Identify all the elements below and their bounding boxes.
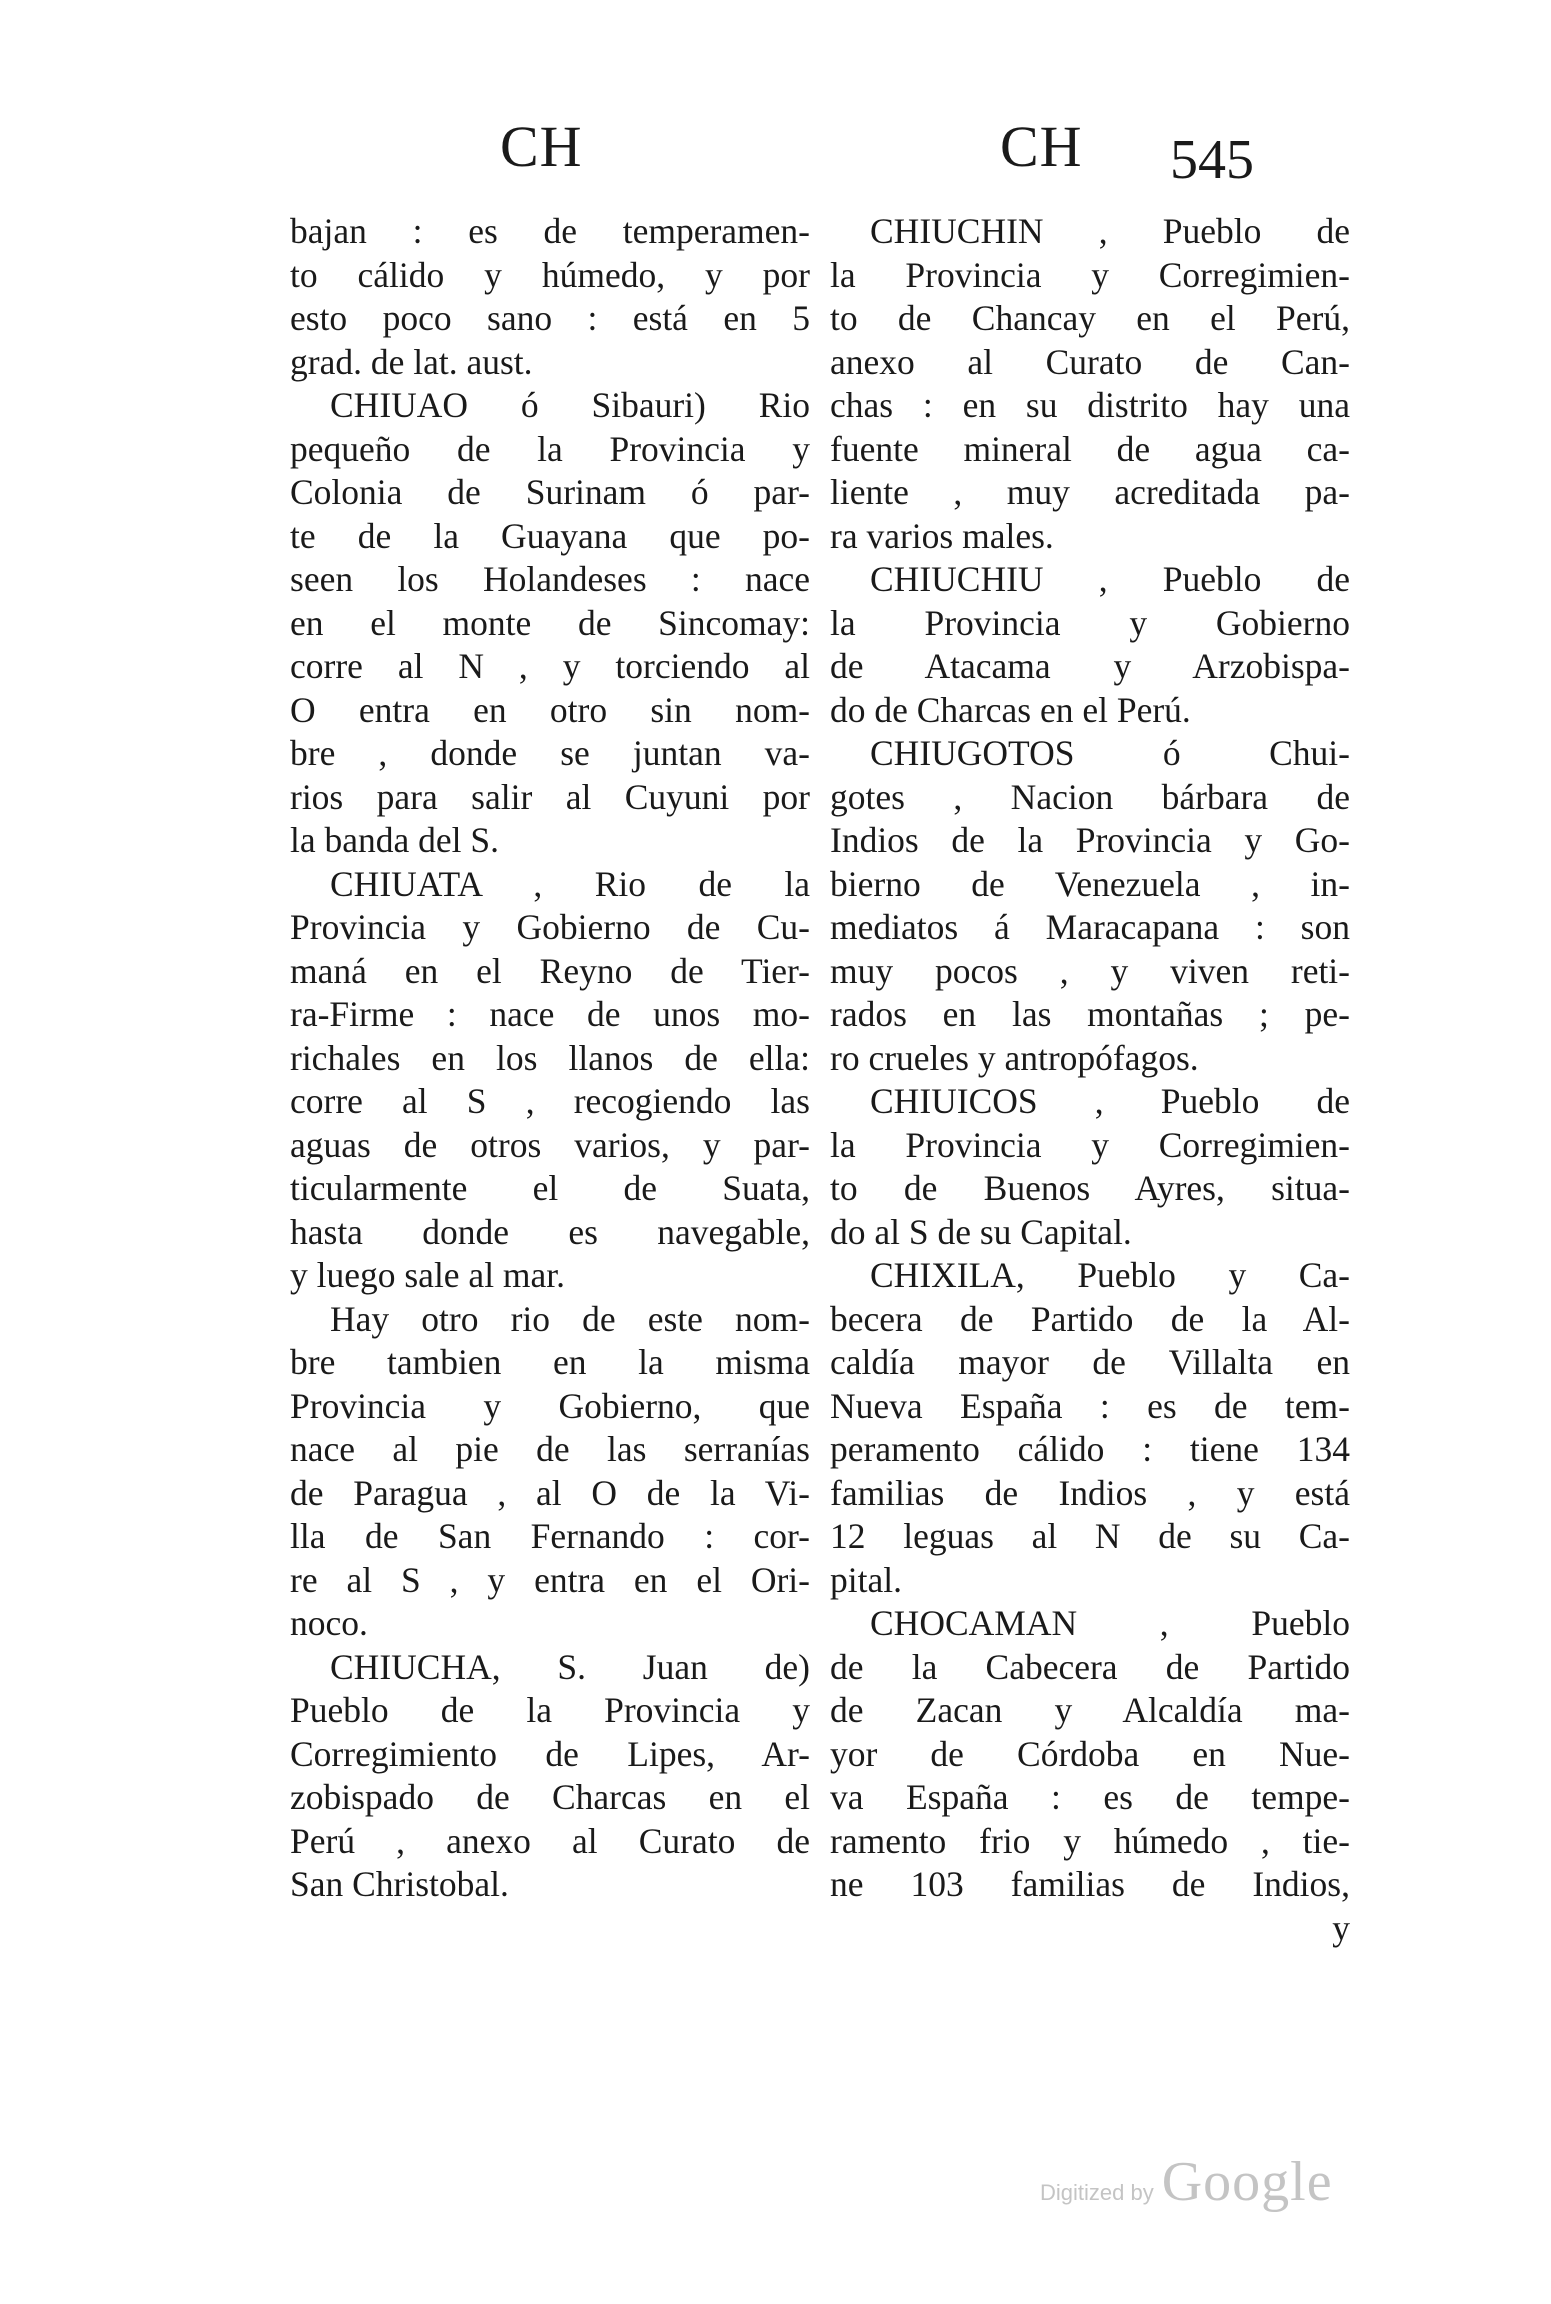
- text-line: muy pocos , y viven reti-: [830, 950, 1350, 991]
- text-line: ne 103 familias de Indios,: [830, 1864, 1350, 1904]
- text-line: anexo al Curato de Can-: [830, 341, 1350, 382]
- text-line: fuente mineral de agua ca-: [830, 428, 1350, 469]
- text-line: la Provincia y Corregimien-: [830, 254, 1350, 295]
- text-line: re al S , y entra en el Ori-: [290, 1559, 810, 1600]
- running-head-right: CH: [1000, 114, 1083, 179]
- text-line: to de Buenos Ayres, situa-: [830, 1168, 1350, 1208]
- text-line: bajan : es de temperamen-: [290, 211, 810, 251]
- text-line: Pueblo de la Provincia y: [290, 1690, 810, 1730]
- text-line: ra varios males.: [830, 515, 1054, 556]
- text-line: de la Cabecera de Partido: [830, 1646, 1350, 1687]
- text-line: la banda del S.: [290, 820, 499, 860]
- text-line: de Zacan y Alcaldía ma-: [830, 1690, 1350, 1730]
- text-line: ramento frio y húmedo , tie-: [830, 1820, 1350, 1861]
- right-column: [830, 210, 1350, 1950]
- text-line: Nueva España : es de tem-: [830, 1385, 1350, 1426]
- watermark-prefix: Digitized by: [1040, 2180, 1154, 2205]
- entry-heading-line: CHIUICOS , Pueblo de: [870, 1081, 1350, 1121]
- google-logo: Google: [1161, 2151, 1333, 2213]
- text-line: de Paragua , al O de la Vi-: [290, 1472, 810, 1513]
- entry-heading-line: CHIUCHA, S. Juan de): [330, 1646, 810, 1687]
- text-line: bre , donde se juntan va-: [290, 733, 810, 773]
- text-line: O entra en otro sin nom-: [290, 689, 810, 730]
- text-line: Provincia y Gobierno, que: [290, 1385, 810, 1426]
- entry-heading-line: CHIUATA , Rio de la: [330, 863, 810, 904]
- entry-heading-line: CHIUCHIU , Pueblo de: [870, 559, 1350, 599]
- text-line: de Atacama y Arzobispa-: [830, 646, 1350, 686]
- text-line: peramento cálido : tiene 134: [830, 1429, 1350, 1469]
- text-line: ro crueles y antropófagos.: [830, 1037, 1199, 1078]
- text-line: maná en el Reyno de Tier-: [290, 950, 810, 991]
- text-line: Perú , anexo al Curato de: [290, 1820, 810, 1861]
- text-line: Colonia de Surinam ó par-: [290, 472, 810, 512]
- text-line: seen los Holandeses : nace: [290, 559, 810, 599]
- running-head-left: CH: [500, 114, 583, 179]
- text-line: hasta donde es navegable,: [290, 1211, 810, 1252]
- text-line: pital.: [830, 1559, 902, 1600]
- text-line: do de Charcas en el Perú.: [830, 689, 1191, 730]
- text-line: becera de Partido de la Al-: [830, 1298, 1350, 1339]
- text-line: caldía mayor de Villalta en: [830, 1342, 1350, 1382]
- text-line: Corregimiento de Lipes, Ar-: [290, 1733, 810, 1774]
- text-line: mediatos á Maracapana : son: [830, 907, 1350, 947]
- text-line: esto poco sano : está en 5: [290, 298, 810, 338]
- text-line: noco.: [290, 1603, 368, 1643]
- digitized-watermark: [1040, 2150, 1333, 2214]
- text-line: aguas de otros varios, y par-: [290, 1124, 810, 1165]
- entry-heading-line: CHIUGOTOS ó Chui-: [870, 733, 1350, 773]
- text-line: en el monte de Sincomay:: [290, 602, 810, 643]
- entry-heading-line: CHIUCHIN , Pueblo de: [870, 211, 1350, 251]
- text-line: familias de Indios , y está: [830, 1472, 1350, 1513]
- paragraph-start-line: Hay otro rio de este nom-: [330, 1298, 810, 1339]
- text-line: liente , muy acreditada pa-: [830, 472, 1350, 512]
- text-line: Provincia y Gobierno de Cu-: [290, 907, 810, 947]
- text-line: grad. de lat. aust.: [290, 341, 533, 382]
- text-line: Indios de la Provincia y Go-: [830, 820, 1350, 860]
- text-line: y luego sale al mar.: [290, 1255, 566, 1295]
- text-line: nace al pie de las serranías: [290, 1429, 810, 1469]
- text-line: bierno de Venezuela , in-: [830, 863, 1350, 904]
- entry-heading-line: CHIUAO ó Sibauri) Rio: [330, 385, 810, 425]
- text-line: 12 leguas al N de su Ca-: [830, 1516, 1350, 1556]
- text-line: do al S de su Capital.: [830, 1211, 1132, 1252]
- text-line: rios para salir al Cuyuni por: [290, 776, 810, 817]
- text-line: lla de San Fernando : cor-: [290, 1516, 810, 1556]
- catchword: y: [1332, 1907, 1350, 1948]
- page-number: 545: [1170, 129, 1254, 191]
- text-line: pequeño de la Provincia y: [290, 428, 810, 469]
- text-line: ticularmente el de Suata,: [290, 1168, 810, 1208]
- text-line: corre al N , y torciendo al: [290, 646, 810, 686]
- text-line: zobispado de Charcas en el: [290, 1777, 810, 1817]
- entry-heading-line: CHOCAMAN , Pueblo: [870, 1603, 1350, 1643]
- text-line: richales en los llanos de ella:: [290, 1037, 810, 1078]
- text-line: te de la Guayana que po-: [290, 515, 810, 556]
- text-line: la Provincia y Corregimien-: [830, 1124, 1350, 1165]
- text-line: la Provincia y Gobierno: [830, 602, 1350, 643]
- left-column: [290, 210, 810, 1907]
- text-line: corre al S , recogiendo las: [290, 1081, 810, 1121]
- text-line: chas : en su distrito hay una: [830, 385, 1350, 425]
- text-line: to de Chancay en el Perú,: [830, 298, 1350, 338]
- text-line: gotes , Nacion bárbara de: [830, 776, 1350, 817]
- text-line: va España : es de tempe-: [830, 1777, 1350, 1817]
- text-line: San Christobal.: [290, 1864, 509, 1904]
- text-line: ra-Firme : nace de unos mo-: [290, 994, 810, 1034]
- text-line: bre tambien en la misma: [290, 1342, 810, 1382]
- text-line: to cálido y húmedo, y por: [290, 254, 810, 295]
- text-line: rados en las montañas ; pe-: [830, 994, 1350, 1034]
- text-line: yor de Córdoba en Nue-: [830, 1733, 1350, 1774]
- entry-heading-line: CHIXILA, Pueblo y Ca-: [870, 1255, 1350, 1295]
